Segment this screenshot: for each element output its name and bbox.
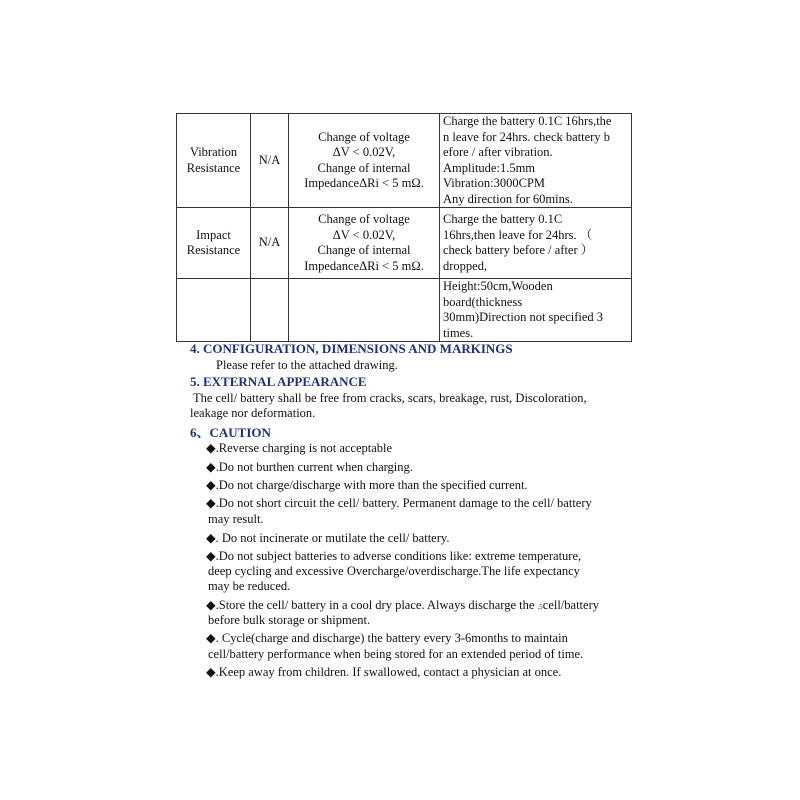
diamond-bullet-icon: ◆ xyxy=(206,631,216,645)
criteria-line: Change of voltage xyxy=(318,129,410,144)
method-line: check battery before / after ） xyxy=(443,243,594,257)
caution-text: .Keep away from children. If swallowed, contact a physician at once. xyxy=(215,665,562,679)
section-5-heading: 5. EXTERNAL APPEARANCE xyxy=(190,374,367,389)
criteria-line: ImpedanceΔRi < 5 mΩ. xyxy=(304,176,424,190)
caution-text: .Store the cell/ battery in a cool dry place. Always discharge the xyxy=(215,598,535,612)
method-line: board(thickness xyxy=(443,294,523,309)
diamond-bullet-icon: ◆ xyxy=(206,549,216,563)
method-line: Any direction for 60mins. xyxy=(443,191,573,206)
na-cell xyxy=(251,114,289,208)
criteria-line: Change of voltage xyxy=(318,212,410,226)
method-line: Charge the battery 0.1C 16hrs,the xyxy=(443,114,612,128)
method-line: times. xyxy=(443,325,474,340)
method-cell xyxy=(440,114,632,208)
caution-text: .Do not short circuit the cell/ battery. Permanent damage to the cell/ battery xyxy=(215,496,592,510)
table-row xyxy=(177,114,632,208)
section-6-heading: 6、CAUTION xyxy=(190,425,271,440)
caution-text: .Do not charge/discharge with more than the specified current. xyxy=(215,478,528,492)
diamond-bullet-icon: ◆ xyxy=(206,478,216,492)
caution-item xyxy=(206,597,599,613)
method-line: efore / after vibration. xyxy=(443,145,553,159)
caution-item xyxy=(206,477,528,493)
caution-text-continued: cell/battery performance when being stored for an extended period of time. xyxy=(208,647,584,661)
caution-item xyxy=(206,495,592,511)
item-line: Resistance xyxy=(186,160,241,175)
criteria-line: ΔV < 0.02V, xyxy=(332,227,396,242)
method-line: Amplitude:1.5mm xyxy=(443,160,536,175)
criteria-line: ΔV < 0.02V, xyxy=(332,145,396,159)
diamond-bullet-icon: ◆ xyxy=(206,598,216,612)
criteria-cell xyxy=(289,208,440,279)
caution-text-continued: before bulk storage or shipment. xyxy=(208,613,371,627)
na-cell xyxy=(251,279,289,342)
section-5-text: The cell/ battery shall be free from cracks, scars, breakage, rust, Discoloration, xyxy=(193,391,587,405)
caution-text-continued: may be reduced. xyxy=(208,579,291,593)
item-line: Impact xyxy=(196,227,231,242)
caution-text-continued: deep cycling and excessive Overcharge/overdischarge.The life expectancy xyxy=(208,564,580,578)
item-line: Resistance xyxy=(186,243,241,257)
na-text: N/A xyxy=(258,152,281,167)
na-text: N/A xyxy=(258,235,281,250)
method-cell xyxy=(440,279,632,342)
method-line: Charge the battery 0.1C xyxy=(443,212,563,226)
caution-item xyxy=(206,664,561,680)
test-item-cell xyxy=(177,114,251,208)
diamond-bullet-icon: ◆ xyxy=(206,460,216,474)
method-line: n leave for 24hrs. check battery b xyxy=(443,129,610,144)
caution-item xyxy=(206,630,568,646)
caution-text: . Cycle(charge and discharge) the battery every 3-6months to maintain xyxy=(215,631,568,645)
caution-item xyxy=(206,440,392,456)
small-mark: .5 xyxy=(537,603,543,611)
table-row xyxy=(177,208,632,279)
caution-text: .Do not subject batteries to adverse conditions like: extreme temperature, xyxy=(215,549,582,563)
method-line: dropped, xyxy=(443,258,488,273)
method-line: Vibration:3000CPM xyxy=(443,176,546,190)
table-row xyxy=(177,279,632,342)
method-line: Height:50cm,Wooden xyxy=(443,279,553,293)
section-4-heading: 4. CONFIGURATION, DIMENSIONS AND MARKINGS xyxy=(190,341,513,356)
caution-text: . Do not incinerate or mutilate the cell/ battery. xyxy=(215,531,450,545)
item-line: Vibration xyxy=(189,145,238,159)
criteria-line: Change of internal xyxy=(317,243,411,257)
test-item-cell xyxy=(177,208,251,279)
caution-item xyxy=(206,530,449,546)
test-item-cell xyxy=(177,279,251,342)
section-5-text: leakage nor deformation. xyxy=(190,406,316,420)
caution-item xyxy=(206,459,413,475)
criteria-cell xyxy=(289,279,440,342)
na-cell xyxy=(251,208,289,279)
caution-text: .Reverse charging is not acceptable xyxy=(215,441,393,455)
method-line: 16hrs,then leave for 24hrs. （ xyxy=(443,227,593,242)
test-spec-table xyxy=(176,113,632,342)
diamond-bullet-icon: ◆ xyxy=(206,441,216,455)
method-cell xyxy=(440,208,632,279)
caution-text: cell/battery xyxy=(542,598,599,612)
caution-text-continued: may result. xyxy=(208,512,264,526)
caution-item xyxy=(206,548,581,564)
diamond-bullet-icon: ◆ xyxy=(206,665,216,679)
criteria-line: ImpedanceΔRi < 5 mΩ. xyxy=(304,258,424,273)
diamond-bullet-icon: ◆ xyxy=(206,496,216,510)
criteria-cell xyxy=(289,114,440,208)
section-4-text: Please refer to the attached drawing. xyxy=(216,358,398,372)
caution-text: .Do not burthen current when charging. xyxy=(215,460,413,474)
criteria-line: Change of internal xyxy=(317,160,411,175)
diamond-bullet-icon: ◆ xyxy=(206,531,216,545)
method-line: 30mm)Direction not specified 3 xyxy=(443,310,604,324)
